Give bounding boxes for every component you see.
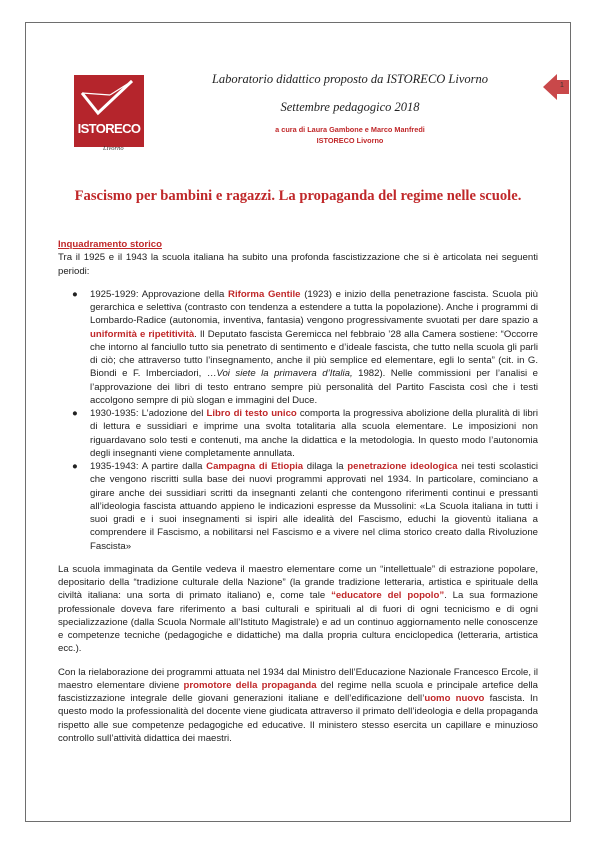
periods-list [58,288,538,553]
istoreco-logo [74,75,144,147]
logo-text: ISTORECO [77,121,141,136]
page-marker-icon [543,74,569,100]
intro-paragraph: Tra il 1925 e il 1943 la scuola italiana ha subito una profonda fascistizzazione che si è articolata nei seguenti periodi: [58,252,538,277]
paragraph-ercole: Con la rielaborazione dei programmi attuata nel 1934 dal Ministro dell’Educazione Nazionale Francesco Ercole, il maestro elementare diviene promotore della propaganda del regime nella scuola e principale artefice della fascistizzazione integrale delle giovani generazioni italiane e dell’edificazione dell’uomo nuovo fascista. In questo modo la professionalità del docente viene giudicata attraverso il primato dell’ideologia e della propaganda rispetto alle sue competenze pedagogiche ed educative. Il ministero stesso esercita un capillare e minuzioso controllo sull’attività didattica dei maestri. [58,666,538,744]
section-title: Inquadramento storico [58,239,162,250]
institute-name: ISTORECO Livorno [316,136,384,145]
list-item: ● 1925-1929: Approvazione della Riforma Gentile (1923) e inizio della penetrazione fascista. Scuola più gerarchica e selettiva (contrasto con tendenza a estendere a tutta la popolazione). Anche i programmi di Lombardo-Radice (autonomia, inventiva, fantasia) vengono progressivamente svuotati per dare spazio a uniformità e ripetitività. Il Deputato fascista Geremicca nel febbraio ’28 alla Camera sostiene: “Occorre che intorno al fanciullo tutto sia penetrato di sentimento e d’ideale fascista, che tutto nella scuola gli parli di ciò; che attraverso tutto l’insegnamento, anche il più semplice ed elementare, egli lo senta” (cit. in G. Biondi e F. Imberciadori, …Voi siete la primavera d’Italia, 1982). Nelle commissioni per l’analisi e l’approvazione dei libri di testo entrano sempre più personalità del Partito Fascista così che i testi accolgono sempre di più slogan e immagini del Duce. [72,288,539,406]
event-line: Settembre pedagogico 2018 [280,100,420,114]
document-title: Fascismo per bambini e ragazzi. La propaganda del regime nelle scuole. [74,188,522,204]
curated-by: a cura di Laura Gambone e Marco Manfredi [275,125,425,134]
list-item: ● 1930-1935: L’adozione del Libro di testo unico comporta la progressiva abolizione della pluralità di libri di lettura e sussidiari e imprime una svolta totalitaria alla scuola elementare. Le imposizioni non riguardavano solo testi e contenuti, ma anche la didattica e la metodologia. In questo modo l’autonomia degli insegnanti viene completamente annullata. [72,408,538,459]
bullet-icon: ● [72,461,78,472]
logo-subtext: Livorno [103,145,124,152]
bullet-icon: ● [72,288,78,300]
logo-mark-icon [74,75,144,121]
page-number: 1 [560,82,564,89]
document-body [58,238,538,745]
lab-line: Laboratorio didattico proposto da ISTORECO Livorno [211,72,489,86]
bullet-icon: ● [72,408,78,419]
list-item: ● 1935-1943: A partire dalla Campagna di Etiopia dilaga la penetrazione ideologica nei testi scolastici che vengono riscritti sulla base dei nuovi programmi approvati nel 1934. In particolare, cominciano a girare anche dei sussidiari scritti da insegnanti zelanti che contengono riferimenti continui e pressanti all’ideologia fascista attuando appieno le indicazioni espresse da Mussolini: «La Scuola italiana in tutti i suoi gradi e i suoi insegnamenti si ispiri alle idealità del Fascismo, educhi la gioventù italiana a comprendere il Fascismo, a nobilitarsi nel Fascismo e a vivere nel clima storico creato dalla Rivoluzione Fascista» [72,461,538,552]
paragraph-gentile: La scuola immaginata da Gentile vedeva il maestro elementare come un “intellettuale” di estrazione popolare, depositario della “tradizione culturale della Nazione” (la grande tradizione letteraria, artistica e spirituale della civiltà italiana: una sorta di primato italiano) e, come tale “educatore del popolo”. La sua formazione professionale doveva fare riferimento a basi culturali e spirituali al di fuori di ogni tecnicismo e di ogni specializzazione (dalla Scuola Normale all’Istituto Magistrale) e ad un continuo aggiornamento nelle conoscenze e competenze tecniche (pedagogiche e didattiche) ma dalla propria cultura enciclopedica (letteraria, artistica ecc.). [58,563,539,655]
